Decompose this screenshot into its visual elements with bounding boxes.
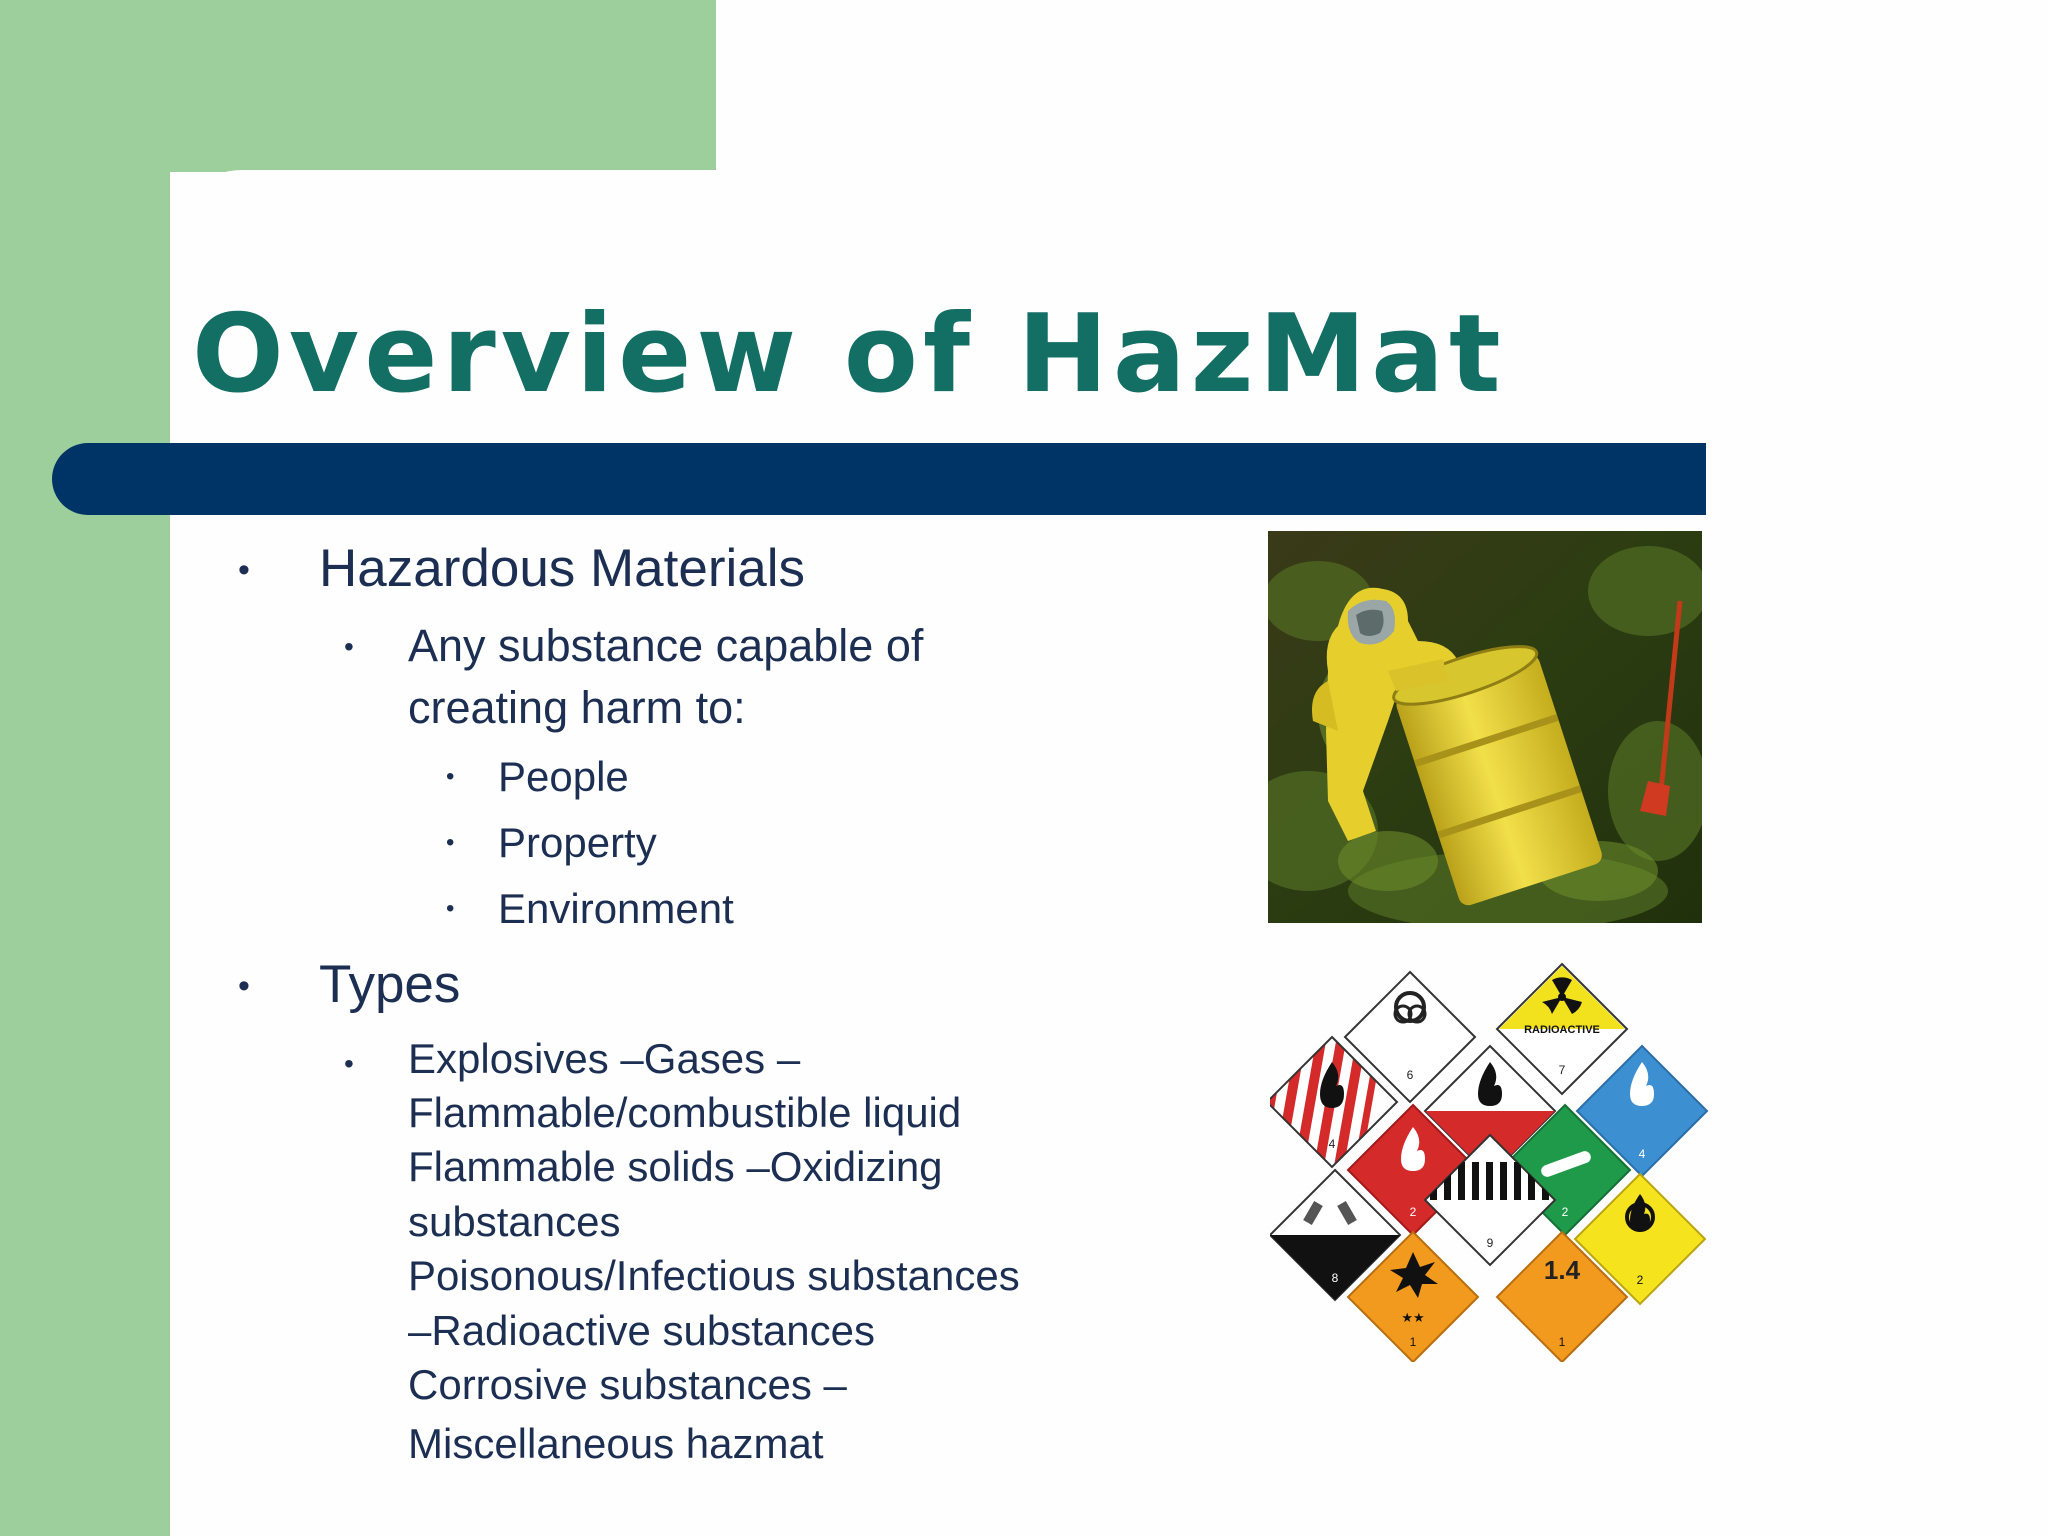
- title-divider-bar: [52, 443, 1706, 515]
- svg-text:4: 4: [1638, 1147, 1646, 1161]
- svg-text:7: 7: [1558, 1063, 1566, 1077]
- types-line-4: substances: [408, 1198, 621, 1245]
- bullet-icon: •: [344, 1048, 354, 1079]
- types-line-3: Flammable solids –Oxidizing: [408, 1143, 943, 1190]
- types-line-1: Explosives –Gases –: [408, 1035, 801, 1082]
- svg-text:2: 2: [1636, 1273, 1644, 1287]
- svg-text:1: 1: [1409, 1335, 1417, 1349]
- svg-text:1: 1: [1558, 1335, 1566, 1349]
- types-line-2: Flammable/combustible liquid: [408, 1089, 962, 1136]
- svg-text:2: 2: [1561, 1205, 1569, 1219]
- bullet-icon: •: [446, 763, 455, 790]
- slide-title: Overview of HazMat: [192, 292, 1506, 417]
- svg-text:9: 9: [1486, 1236, 1494, 1250]
- svg-text:4: 4: [1328, 1137, 1336, 1151]
- section-heading-hazardous-materials: Hazardous Materials: [319, 539, 806, 598]
- svg-text:★★: ★★: [1401, 1311, 1425, 1326]
- definition-line-2: creating harm to:: [408, 682, 746, 733]
- svg-text:RADIOACTIVE: RADIOACTIVE: [1524, 1024, 1600, 1036]
- svg-text:8: 8: [1331, 1271, 1339, 1285]
- harm-target-property: Property: [498, 819, 657, 866]
- bullet-icon: •: [446, 895, 455, 922]
- svg-text:6: 6: [1406, 1068, 1414, 1082]
- bullet-icon: •: [238, 551, 250, 589]
- svg-text:1.4: 1.4: [1543, 1255, 1581, 1285]
- bullet-icon: •: [344, 631, 354, 662]
- types-line-6: –Radioactive substances: [408, 1307, 875, 1354]
- section-heading-types: Types: [319, 955, 461, 1014]
- definition-line-1: Any substance capable of: [408, 620, 924, 671]
- types-line-5: Poisonous/Infectious substances: [408, 1252, 1020, 1299]
- green-accent-left: [0, 0, 170, 1536]
- types-line-8: Miscellaneous hazmat: [408, 1420, 824, 1467]
- hazmat-suit-worker-with-yellow-barrel-photo: [1268, 531, 1702, 923]
- harm-target-people: People: [498, 753, 629, 800]
- bullet-icon: •: [238, 967, 250, 1005]
- dot-hazmat-placards-icon: [1270, 962, 1714, 1362]
- types-line-7: Corrosive substances –: [408, 1361, 847, 1408]
- harm-target-environment: Environment: [498, 885, 734, 932]
- bullet-icon: •: [446, 829, 455, 856]
- svg-text:2: 2: [1409, 1205, 1417, 1219]
